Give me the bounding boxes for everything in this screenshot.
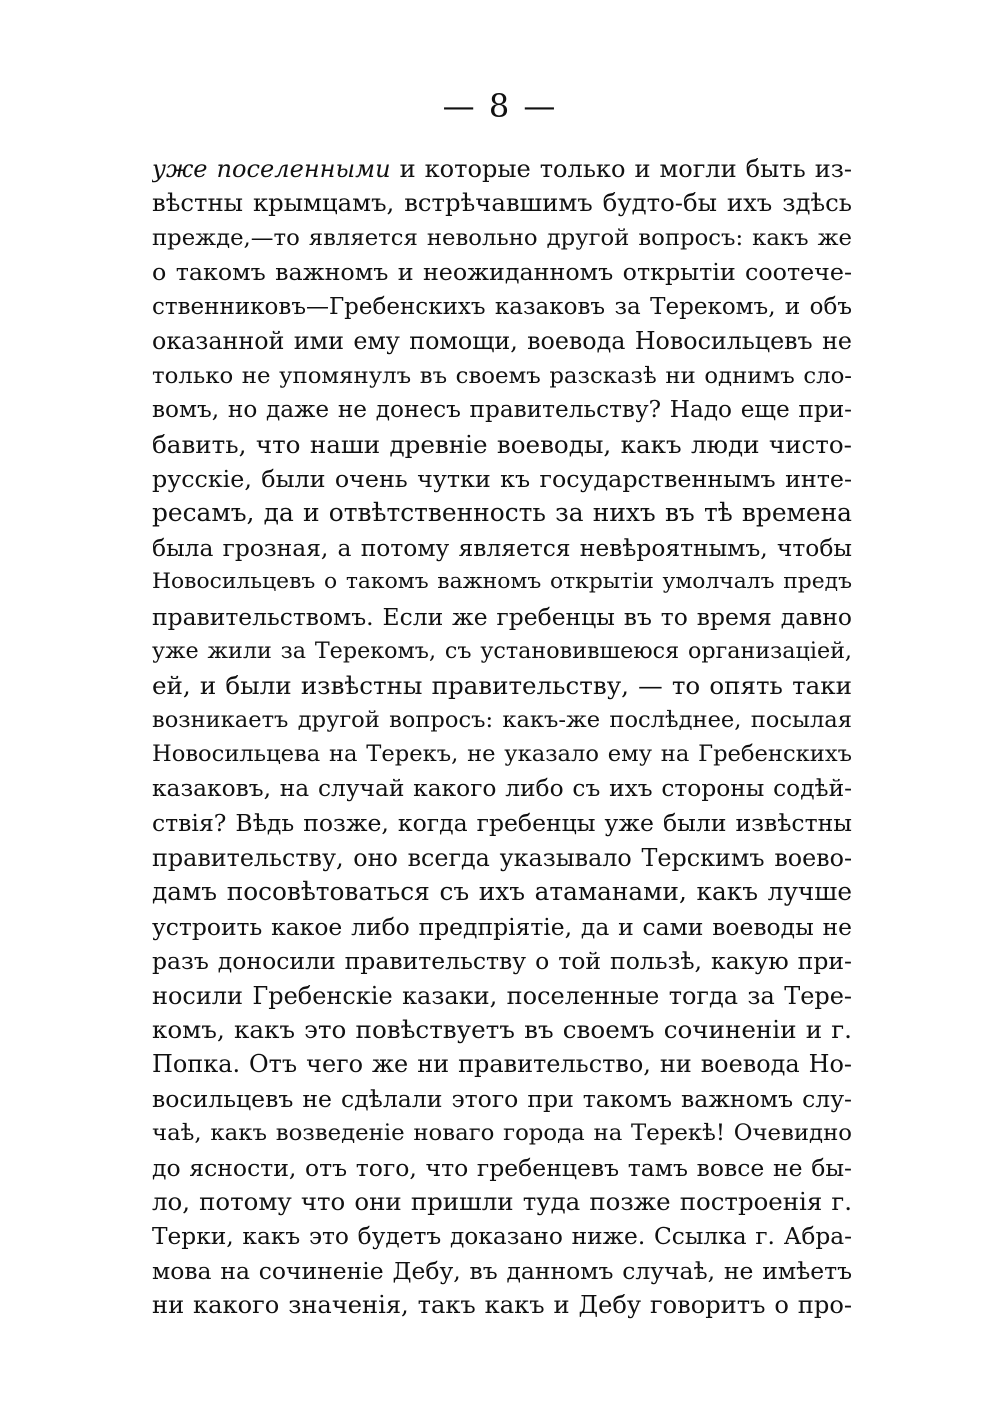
text-line: устроить какое либо предпріятіе, да и сами воеводы не [152,912,852,941]
text-line: вѣстны крымцамъ, встрѣчавшимъ будто-бы ихъ здѣсь [152,188,852,218]
text-line: носили Гребенскіе казаки, поселенные тогда за Тере- [152,981,852,1010]
text-line: ни какого значенія, такъ какъ и Дебу говоритъ о про- [152,1291,852,1320]
text-line-1 [152,152,852,186]
text-line: ей, и были извѣстны правительству, — то опять таки [152,670,852,700]
text-line: только не упомянулъ въ своемъ разсказѣ ни однимъ сло- [152,362,852,389]
text-line: Терки, какъ это будетъ доказано ниже. Ссылка г. Абра- [152,1222,852,1250]
text-line: ственниковъ—Гребенскихъ казаковъ за Терекомъ, и объ [152,293,852,320]
text-line: чаѣ, какъ возведеніе новаго города на Терекѣ! Очевидно [152,1120,852,1147]
italic-phrase: уже поселенными [152,155,391,183]
text-line: до ясности, отъ того, что гребенцевъ тамъ вовсе не бы- [152,1153,852,1182]
text-line: разъ доносили правительству о той пользѣ, какую при- [152,947,852,976]
text-line: ло, потому что они пришли туда позже построенія г. [152,1187,852,1217]
text-line: ресамъ, да и отвѣтственность за нихъ въ тѣ времена [152,498,852,528]
text-line: бавить, что наши древніе воеводы, какъ люди чисто- [152,429,852,459]
text-line: комъ, какъ это повѣствуетъ въ своемъ сочиненіи и г. [152,1014,852,1044]
text-line: ствія? Вѣдь позже, когда гребенцы уже были извѣстны [152,809,852,838]
text-line: мова на сочиненіе Дебу, въ данномъ случаѣ, не имѣетъ [152,1257,852,1285]
text-line: дамъ посовѣтоваться съ ихъ атаманами, какъ лучше [152,877,852,907]
text-line: уже жили за Терекомъ, съ установившеюся организаціей, [152,638,852,665]
text-line: прежде,—то является невольно другой вопросъ: какъ же [152,224,852,251]
text-line: русскіе, были очень чутки къ государственнымъ инте- [152,464,852,493]
text-line: правительствомъ. Если же гребенцы въ то время давно [152,602,852,631]
text-line: Новосильцева на Терекъ, не указало ему на Гребенскихъ [152,741,852,768]
text-line: восильцевъ не сдѣлали этого при такомъ важномъ слу- [152,1084,852,1113]
text-line-1-rest: и которые только и могли быть из- [399,155,852,183]
text-line: Новосильцевъ о такомъ важномъ открытіи умолчалъ предъ [152,569,852,595]
page-number: — 8 — [442,87,558,125]
text-line: правительству, оно всегда указывало Терскимъ воево- [152,843,852,872]
text-line: казаковъ, на случай какого либо съ ихъ стороны содѣй- [152,774,852,802]
body-text [152,152,852,1323]
text-line: оказанной ими ему помощи, воевода Новосильцевъ не [152,327,852,356]
text-line: возникаетъ другой вопросъ: какъ-же послѣднее, посылая [152,707,852,733]
text-line: о такомъ важномъ и неожиданномъ открытіи соотече- [152,258,852,287]
text-line: Попка. Отъ чего же ни правительство, ни воевода Но- [152,1050,852,1079]
text-line: была грозная, а потому является невѣроятнымъ, чтобы [152,533,852,562]
text-line: вомъ, но даже не донесъ правительству? Надо еще при- [152,396,852,424]
